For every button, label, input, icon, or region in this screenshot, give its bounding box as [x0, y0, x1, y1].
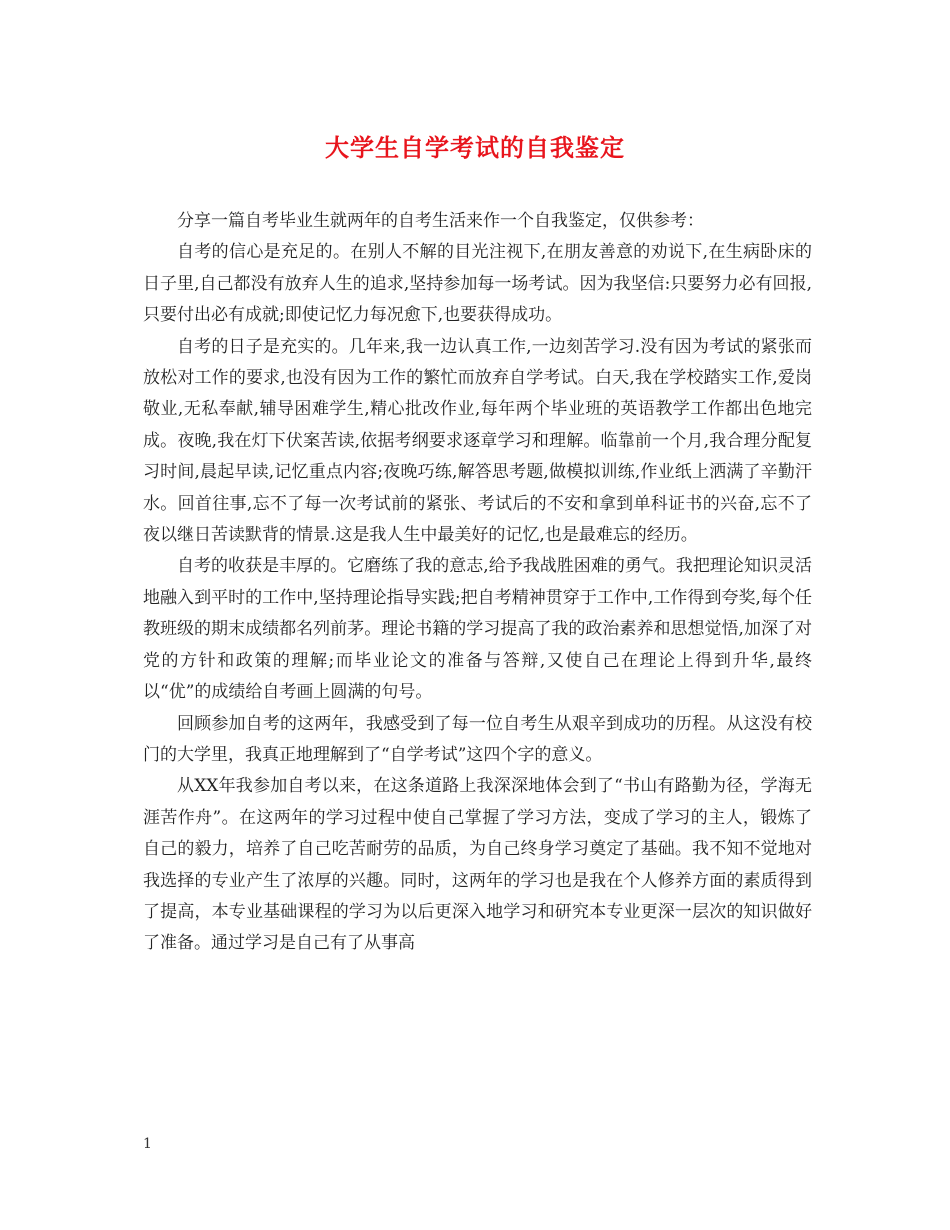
page-number: 1 [143, 1136, 152, 1152]
paragraph-experience: 从XX年我参加自考以来，在这条道路上我深深地体会到了“书山有路勤为径，学海无涯苦作舟”。在这两年的学习过程中使自己掌握了学习方法，变成了学习的主人，锻炼了自己的毅力，培养了自己吃苦耐劳的品质，为自己终身学习奠定了基础。我不知不觉地对我选择的专业产生了浓厚的兴趣。同时，这两年的学习也是我在个人修养方面的素质得到了提高，本专业基础课程的学习为以后更深入地学习和研究本专业更深一层次的知识做好了准备。通过学习是自己有了从事高 [143, 776, 812, 954]
document-title: 大学生自学考试的自我鉴定 [325, 133, 625, 162]
paragraph-gains: 自考的收获是丰厚的。它磨练了我的意志,给予我战胜困难的勇气。我把理论知识灵活地融入到平时的工作中,坚持理论指导实践;把自考精神贯穿于工作中,工作得到夸奖,每个任教班级的期末成绩都名列前茅。理论书籍的学习提高了我的政治素养和思想觉悟,加深了对党的方针和政策的理解;而毕业论文的准备与答辩,又使自己在理论上得到升华,最终以“优”的成绩给自考画上圆满的句号。 [143, 556, 812, 703]
paragraph-confidence: 自考的信心是充足的。在别人不解的目光注视下,在朋友善意的劝说下,在生病卧床的日子里,自己都没有放弃人生的追求,坚持参加每一场考试。因为我坚信:只要努力必有回报,只要付出必有成就;即使记忆力每况愈下,也要获得成功。 [143, 242, 812, 326]
document-body [143, 206, 812, 960]
paragraph-review: 回顾参加自考的这两年，我感受到了每一位自考生从艰辛到成功的历程。从这没有校门的大学里，我真正地理解到了“自学考试”这四个字的意义。 [143, 713, 812, 765]
paragraph-intro: 分享一篇自考毕业生就两年的自考生活来作一个自我鉴定，仅供参考： [177, 211, 704, 231]
paragraph-daily-life: 自考的日子是充实的。几年来,我一边认真工作,一边刻苦学习.没有因为考试的紧张而放松对工作的要求,也没有因为工作的繁忙而放弃自学考试。白天,我在学校踏实工作,爱岗敬业,无私奉献,辅导困难学生,精心批改作业,每年两个毕业班的英语教学工作都出色地完成。夜晚,我在灯下伏案苦读,依据考纲要求逐章学习和理解。临靠前一个月,我合理分配复习时间,晨起早读,记忆重点内容;夜晚巧练,解答思考题,做模拟训练,作业纸上洒满了辛勤汗水。回首往事,忘不了每一次考试前的紧张、考试后的不安和拿到单科证书的兴奋,忘不了夜以继日苦读默背的情景.这是我人生中最美好的记忆,也是最难忘的经历。 [143, 336, 812, 546]
